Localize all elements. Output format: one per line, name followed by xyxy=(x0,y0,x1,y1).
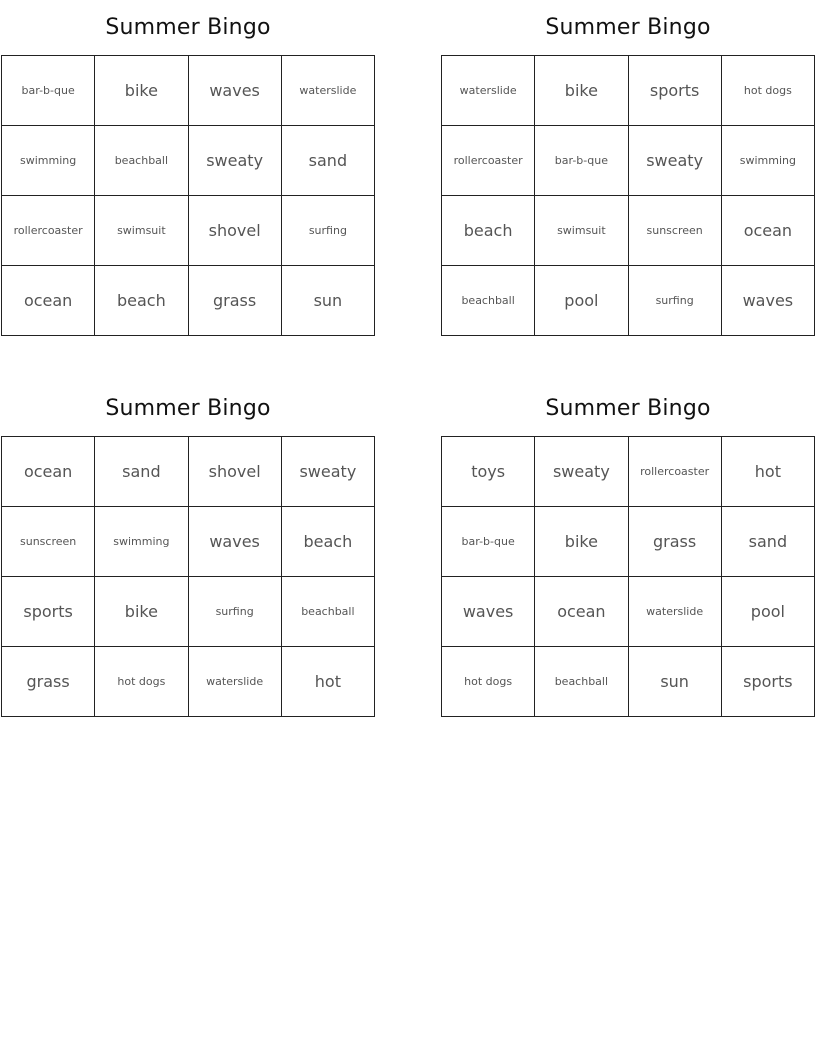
bingo-cell: sweaty xyxy=(282,437,375,507)
bingo-cell: rollercoaster xyxy=(442,126,535,196)
bingo-cell: swimsuit xyxy=(95,196,188,266)
bingo-cell: bike xyxy=(95,56,188,126)
bingo-cell: swimming xyxy=(722,126,815,196)
bingo-cell: waterslide xyxy=(282,56,375,126)
bingo-cell: sports xyxy=(629,56,722,126)
bingo-cell: hot xyxy=(282,647,375,717)
card-title: Summer Bingo xyxy=(105,396,271,421)
bingo-cell: waves xyxy=(189,56,282,126)
bingo-cell: sun xyxy=(629,647,722,717)
bingo-cell: toys xyxy=(442,437,535,507)
card-title: Summer Bingo xyxy=(105,15,271,40)
bingo-grid xyxy=(441,436,815,717)
bingo-cell: beach xyxy=(95,266,188,336)
bingo-cell: ocean xyxy=(2,266,95,336)
bingo-cell: swimming xyxy=(95,507,188,577)
bingo-cell: beachball xyxy=(282,577,375,647)
bingo-cell: ocean xyxy=(535,577,628,647)
bingo-cell: pool xyxy=(722,577,815,647)
bingo-cell: bike xyxy=(535,507,628,577)
bingo-cell: waves xyxy=(722,266,815,336)
bingo-cell: sports xyxy=(722,647,815,717)
bingo-cell: bar-b-que xyxy=(535,126,628,196)
bingo-cell: swimming xyxy=(2,126,95,196)
bingo-cell: hot xyxy=(722,437,815,507)
bingo-cell: sweaty xyxy=(629,126,722,196)
bingo-cell: sports xyxy=(2,577,95,647)
bingo-cell: sun xyxy=(282,266,375,336)
card-title: Summer Bingo xyxy=(545,15,711,40)
bingo-cell: sand xyxy=(722,507,815,577)
bingo-cell: ocean xyxy=(2,437,95,507)
bingo-cell: shovel xyxy=(189,437,282,507)
bingo-cell: waves xyxy=(442,577,535,647)
bingo-cell: sunscreen xyxy=(2,507,95,577)
bingo-cell: sweaty xyxy=(189,126,282,196)
bingo-cell: pool xyxy=(535,266,628,336)
bingo-card xyxy=(441,381,815,717)
bingo-cell: rollercoaster xyxy=(2,196,95,266)
bingo-cell: grass xyxy=(629,507,722,577)
bingo-cell: beachball xyxy=(95,126,188,196)
bingo-cell: hot dogs xyxy=(95,647,188,717)
bingo-cell: beachball xyxy=(535,647,628,717)
bingo-cell: waterslide xyxy=(629,577,722,647)
bingo-cell: rollercoaster xyxy=(629,437,722,507)
card-title: Summer Bingo xyxy=(545,396,711,421)
bingo-card xyxy=(441,0,815,336)
bingo-cell: sand xyxy=(282,126,375,196)
bingo-cell: beach xyxy=(442,196,535,266)
bingo-cell: grass xyxy=(189,266,282,336)
bingo-cell: ocean xyxy=(722,196,815,266)
bingo-cell: bar-b-que xyxy=(442,507,535,577)
bingo-cell: waterslide xyxy=(442,56,535,126)
bingo-cell: sunscreen xyxy=(629,196,722,266)
bingo-card xyxy=(1,381,375,717)
bingo-cell: beachball xyxy=(442,266,535,336)
bingo-cell: surfing xyxy=(629,266,722,336)
bingo-cell: swimsuit xyxy=(535,196,628,266)
bingo-cell: shovel xyxy=(189,196,282,266)
bingo-cell: bar-b-que xyxy=(2,56,95,126)
bingo-card xyxy=(1,0,375,336)
bingo-cell: sand xyxy=(95,437,188,507)
bingo-cell: surfing xyxy=(282,196,375,266)
bingo-cell: waves xyxy=(189,507,282,577)
bingo-cell: surfing xyxy=(189,577,282,647)
bingo-cell: grass xyxy=(2,647,95,717)
bingo-cell: beach xyxy=(282,507,375,577)
bingo-grid xyxy=(1,55,375,336)
bingo-cell: hot dogs xyxy=(442,647,535,717)
bingo-grid xyxy=(1,436,375,717)
bingo-cell: hot dogs xyxy=(722,56,815,126)
bingo-cell: waterslide xyxy=(189,647,282,717)
bingo-cell: bike xyxy=(535,56,628,126)
bingo-cell: bike xyxy=(95,577,188,647)
bingo-grid xyxy=(441,55,815,336)
bingo-cell: sweaty xyxy=(535,437,628,507)
